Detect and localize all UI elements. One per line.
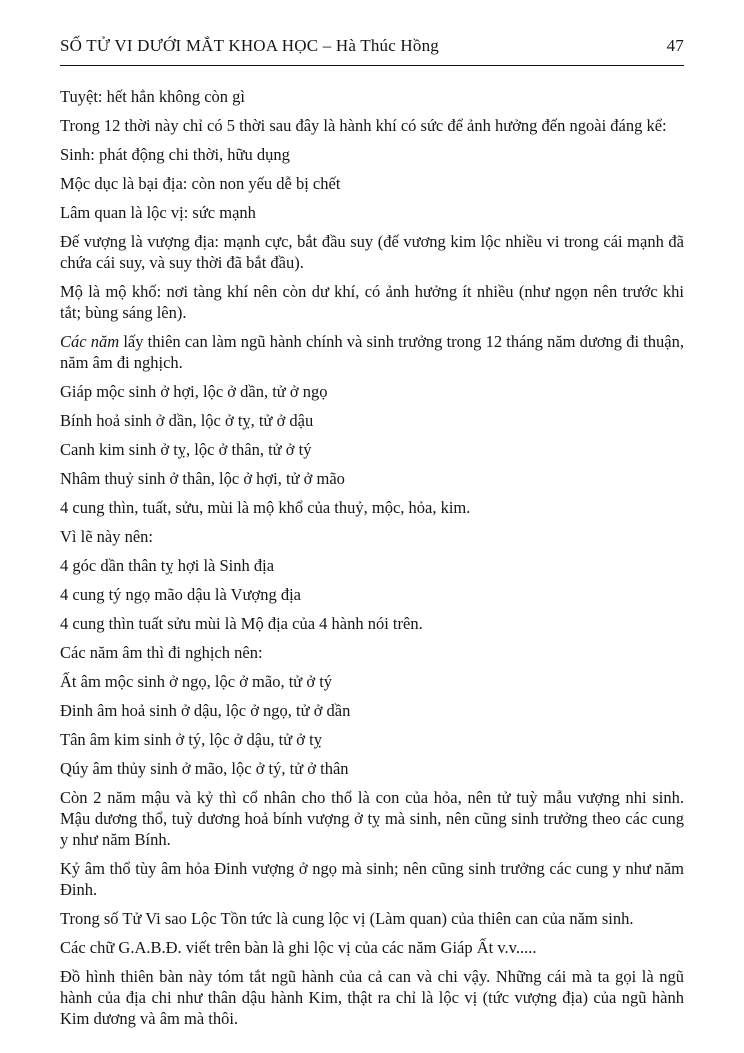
paragraph: Mộ là mộ khố: nơi tàng khí nên còn dư khí, có ảnh hưởng ít nhiều (như ngọn nên trước khi tắt; bùng sáng lên). [60, 282, 684, 322]
page-number: 47 [666, 36, 684, 55]
page-body [60, 86, 684, 1029]
paragraph: Canh kim sinh ở tỵ, lộc ở thân, tử ở tý [60, 440, 312, 459]
paragraph: Sinh: phát động chi thời, hữu dụng [60, 145, 290, 164]
paragraph: Đế vượng là vượng địa: mạnh cực, bắt đầu suy (đế vương kim lộc nhiều vi trong cái mạnh đã chứa cái suy, và suy thời đã bắt đầu). [60, 232, 684, 272]
paragraph: 4 cung tý ngọ mão dậu là Vượng địa [60, 585, 301, 604]
running-title: SỐ TỬ VI DƯỚI MẮT KHOA HỌC – Hà Thúc Hồng [60, 36, 439, 55]
paragraph: Nhâm thuỷ sinh ở thân, lộc ở hợi, tử ở mão [60, 469, 345, 488]
paragraph: Vì lẽ này nên: [60, 527, 154, 546]
paragraph: Các năm âm thì đi nghịch nên: [60, 643, 263, 662]
paragraph: Qúy âm thủy sinh ở mão, lộc ở tý, tử ở thân [60, 759, 349, 778]
page-header [60, 36, 684, 66]
paragraph: Các chữ G.A.B.Đ. viết trên bàn là ghi lộc vị của các năm Giáp Ất v.v..... [60, 938, 537, 957]
paragraph: Tân âm kim sinh ở tý, lộc ở dậu, tử ở tỵ [60, 730, 322, 749]
paragraph: Đinh âm hoả sinh ở dậu, lộc ở ngọ, tử ở dần [60, 701, 351, 720]
paragraph: Kỷ âm thổ tùy âm hỏa Đinh vượng ở ngọ mà sinh; nên cũng sinh trưởng các cung y như năm Đinh. [60, 859, 684, 899]
paragraph: 4 cung thìn tuất sửu mùi là Mộ địa của 4 hành nói trên. [60, 614, 423, 633]
paragraph: Ất âm mộc sinh ở ngọ, lộc ở mão, tử ở tý [60, 672, 333, 691]
paragraph: 4 góc dần thân tỵ hợi là Sinh địa [60, 556, 275, 575]
paragraph-italic-lead: Các năm [60, 332, 120, 351]
paragraph: Đồ hình thiên bàn này tóm tắt ngũ hành của cả can và chi vậy. Những cái mà ta gọi là ngũ hành của địa chi như thân dậu hành Kim, thật ra chỉ là lộc vị (tức vượng địa) của ngũ hành Kim dương và âm mà thôi. [60, 967, 684, 1028]
paragraph: Giáp mộc sinh ở hợi, lộc ở dần, tử ở ngọ [60, 382, 328, 401]
paragraph: Tuyệt: hết hẳn không còn gì [60, 87, 246, 106]
paragraph: Còn 2 năm mậu và kỷ thì cổ nhân cho thổ là con của hỏa, nên tử tuỳ mẫu vượng nhi sinh. Mậu dương thổ, tuỳ dương hoả bính vượng ở tỵ mà sinh, nên cũng sinh trưởng theo các cung y như năm Bính. [60, 788, 684, 849]
paragraph: Trong số Tử Vi sao Lộc Tồn tức là cung lộc vị (Làm quan) của thiên can của năm sinh. [60, 909, 634, 928]
paragraph: Trong 12 thời này chỉ có 5 thời sau đây là hành khí có sức để ảnh hưởng đến ngoài đáng kể: [60, 116, 667, 135]
paragraph: Bính hoả sinh ở dần, lộc ở tỵ, tử ở dậu [60, 411, 314, 430]
paragraph: 4 cung thìn, tuất, sửu, mùi là mộ khổ của thuỷ, mộc, hỏa, kim. [60, 498, 471, 517]
paragraph: Các năm lấy thiên can làm ngũ hành chính và sinh trưởng trong 12 tháng năm dương đi thuận, năm âm đi nghịch. [60, 332, 685, 372]
paragraph: Mộc dục là bại địa: còn non yếu dễ bị chết [60, 174, 341, 193]
paragraph: Lâm quan là lộc vị: sức mạnh [60, 203, 256, 222]
